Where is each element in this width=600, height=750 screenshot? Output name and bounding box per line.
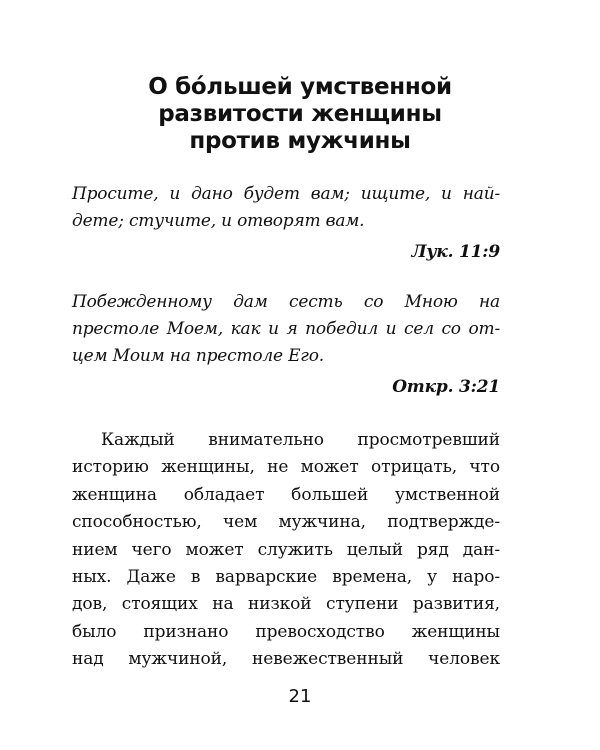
epigraph-line: Побежденному дам сесть со Мною на <box>72 292 500 312</box>
body-line: нием чего может служить целый ряд дан- <box>72 539 500 560</box>
chapter-title-line: против мужчины <box>189 128 411 154</box>
chapter-title-line: О бо́льшей умственной <box>148 74 452 100</box>
chapter-title-line: развитости женщины <box>158 101 442 127</box>
epigraph-reference: Откр. 3:21 <box>392 377 500 397</box>
epigraph-reference: Лук. 11:9 <box>411 242 500 262</box>
body-line: Каждый внимательно просмотревший <box>101 430 500 450</box>
body-line: дов, стоящих на низкой ступени развития, <box>72 594 500 615</box>
epigraph-line: Просите, и дано будет вам; ищите, и най- <box>72 184 500 204</box>
chapter-title <box>70 74 530 155</box>
body-line: над мужчиной, невежественный человек <box>72 649 500 670</box>
body-line: было признано превосходство женщины <box>72 621 500 642</box>
body-paragraph <box>72 427 500 674</box>
body-line: ных. Даже в варварские времена, у наро- <box>72 567 500 588</box>
epigraph-revelation <box>72 289 500 401</box>
body-line: женщина обладает большей умственной <box>72 484 500 505</box>
page-number: 21 <box>288 686 312 707</box>
epigraph-line: цем Моим на престоле Его. <box>72 346 324 366</box>
body-line: способностью, чем мужчина, подтвержде- <box>72 512 500 533</box>
epigraph-luke <box>72 181 500 266</box>
body-line: историю женщины, не может отрицать, что <box>72 457 500 478</box>
epigraph-line: дете; стучите, и отворят вам. <box>72 211 365 231</box>
epigraph-line: престоле Моем, как и я победил и сел со от- <box>72 319 500 339</box>
